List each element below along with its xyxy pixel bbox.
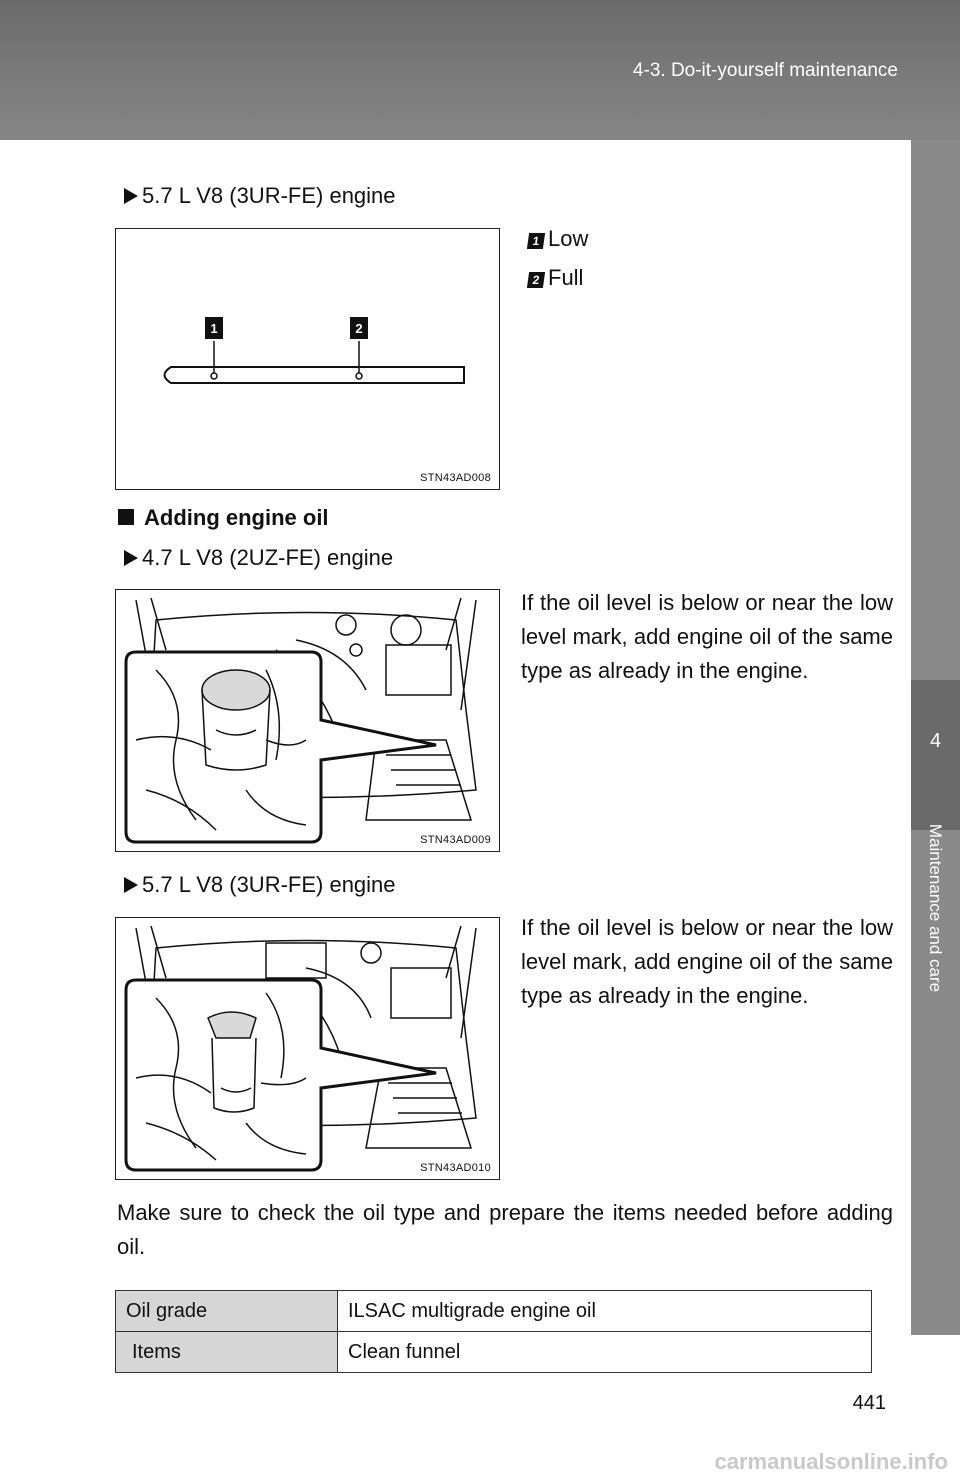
legend-full-label: Full: [548, 265, 584, 290]
section-heading-text: Adding engine oil: [144, 505, 329, 530]
marker-low: 1: [210, 321, 218, 336]
engine-label-2uz: [124, 545, 393, 571]
engine-label-text: 5.7 L V8 (3UR-FE) engine: [142, 872, 396, 897]
engine-label-text: 5.7 L V8 (3UR-FE) engine: [142, 183, 396, 208]
instruction-3ur: If the oil level is below or near the low level mark, add engine oil of the same type as already in the engine.: [521, 915, 893, 1008]
figure-code: STN43AD008: [420, 472, 491, 484]
legend-low-label: Low: [548, 226, 589, 251]
table-row: [116, 1332, 872, 1373]
engine-bay-figure-3ur: [115, 917, 500, 1180]
engine-label-3ur: [124, 183, 396, 209]
chapter-name: Maintenance and care: [926, 823, 945, 993]
chapter-number-box: [911, 680, 960, 830]
table-key: Items: [116, 1332, 338, 1373]
engine-label-3ur-adding: [124, 872, 396, 898]
legend-low: [528, 226, 588, 252]
engine-label-text: 4.7 L V8 (2UZ-FE) engine: [142, 545, 394, 570]
chapter-number: 4: [929, 730, 942, 752]
table-key: Oil grade: [116, 1291, 338, 1332]
pointer-arrow-icon: [124, 188, 138, 204]
chapter-side-tab: [911, 140, 960, 1335]
oil-spec-table: [115, 1290, 872, 1373]
table-value: Clean funnel: [338, 1332, 872, 1373]
dipstick-illustration: [116, 229, 499, 489]
pointer-arrow-icon: [124, 877, 138, 893]
figure-code: STN43AD010: [420, 1162, 491, 1174]
pointer-arrow-icon: [124, 550, 138, 566]
table-row: [116, 1291, 872, 1332]
marker-full: 2: [355, 321, 363, 336]
legend-full: [528, 265, 583, 291]
page-header: [0, 0, 960, 140]
engine-bay-figure-2uz: [115, 589, 500, 852]
section-title: 4-3. Do-it-yourself maintenance: [632, 60, 898, 81]
note-paragraph: Make sure to check the oil type and prepare the items needed before adding oil.: [117, 1200, 893, 1259]
legend-num-icon: 2: [527, 272, 545, 288]
page-number: 441: [852, 1392, 886, 1414]
engine-bay-illustration: [116, 918, 499, 1179]
dipstick-figure: [115, 228, 500, 490]
figure-code: STN43AD009: [420, 834, 491, 846]
watermark: carmanualsonline.info: [714, 1449, 948, 1474]
instruction-2uz: If the oil level is below or near the low level mark, add engine oil of the same type as already in the engine.: [521, 590, 893, 683]
table-value: ILSAC multigrade engine oil: [338, 1291, 872, 1332]
section-heading: [118, 505, 329, 531]
engine-bay-illustration: [116, 590, 499, 851]
square-bullet-icon: [118, 509, 134, 525]
legend-num-icon: 1: [527, 233, 545, 249]
